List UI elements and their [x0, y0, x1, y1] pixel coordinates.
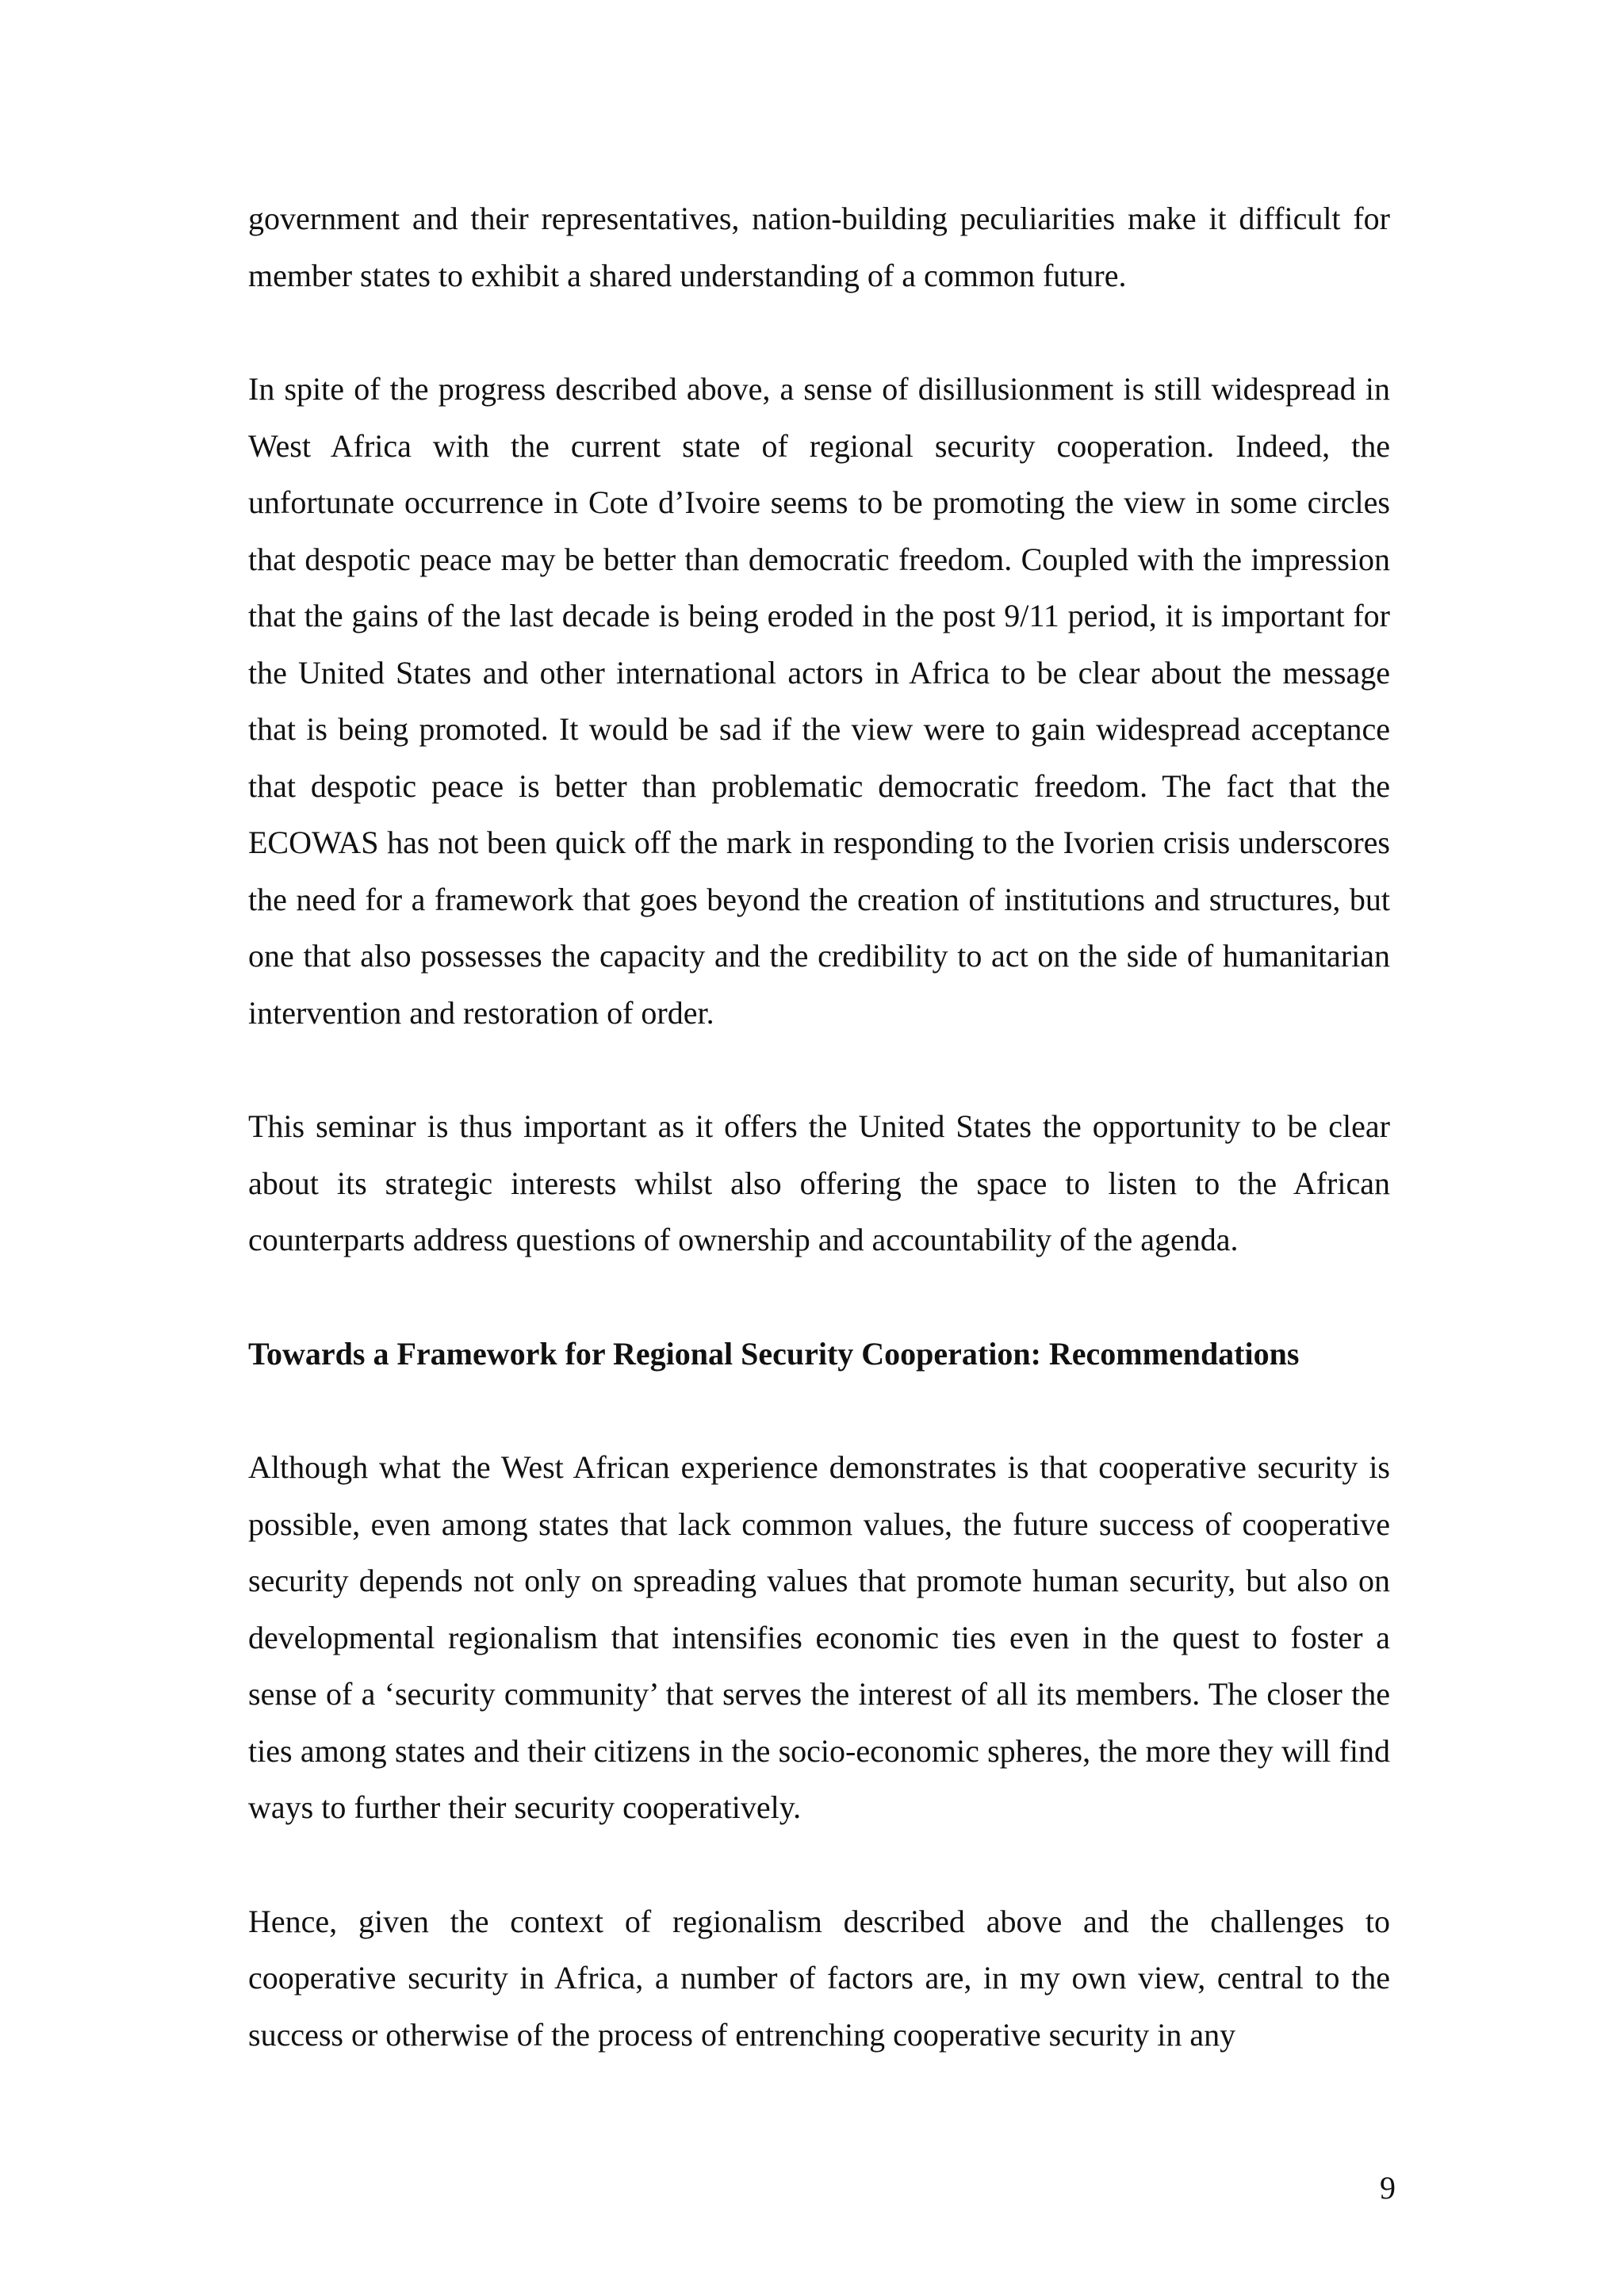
paragraph-factors: Hence, given the context of regionalism described above and the challenges to cooperative security in Africa, a number of factors are, in my own view, central to the success or otherwise of the process of entrenching cooperative security in any [248, 1903, 1390, 2053]
paragraph-continuation: government and their representatives, nation-building peculiarities make it difficult for member states to exhibit a shared understanding of a common future. [248, 201, 1390, 293]
section-heading: Towards a Framework for Regional Security Cooperation: Recommendations [248, 1335, 1300, 1372]
page-number: 9 [1380, 2170, 1396, 2206]
paragraph-cooperative-security: Although what the West African experience demonstrates is that cooperative security is possible, even among states that lack common values, the future success of cooperative security depends not only on spreading values that promote human security, but also on developmental regionalism that intensifies economic ties even in the quest to foster a sense of a ‘security community’ that serves the interest of all its members. The closer the ties among states and their citizens in the socio-economic spheres, the more they will find ways to further their security cooperatively. [248, 1449, 1390, 1825]
paragraph-disillusionment: In spite of the progress described above, a sense of disillusionment is still widespread in West Africa with the current state of regional security cooperation. Indeed, the unfortunate occurrence in Cote d’Ivoire seems to be promoting the view in some circles that despotic peace may be better than democratic freedom. Coupled with the impression that the gains of the last decade is being eroded in the post 9/11 period, it is important for the United States and other international actors in Africa to be clear about the message that is being promoted. It would be sad if the view were to gain widespread acceptance that despotic peace is better than problematic democratic freedom. The fact that the ECOWAS has not been quick off the mark in responding to the Ivorien crisis underscores the need for a framework that goes beyond the creation of institutions and structures, but one that also possesses the capacity and the credibility to act on the side of humanitarian intervention and restoration of order. [248, 371, 1390, 1031]
paragraph-seminar: This seminar is thus important as it offers the United States the opportunity to be clear about its strategic interests whilst also offering the space to listen to the African counterparts address questions of ownership and accountability of the agenda. [248, 1108, 1390, 1257]
page-body [248, 190, 1390, 2120]
